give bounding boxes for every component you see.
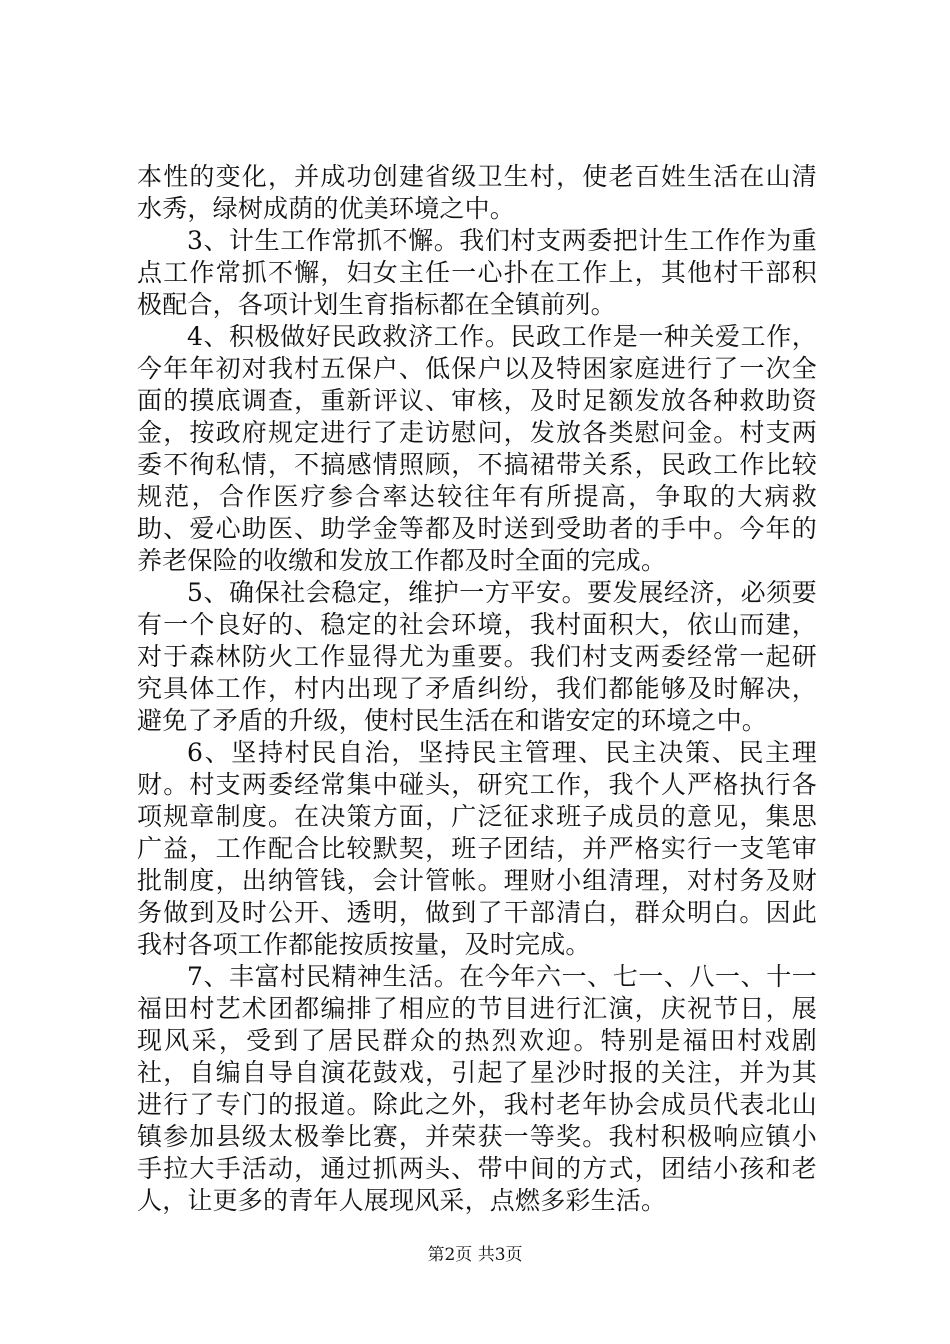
page-number-footer: 第2页 共3页 bbox=[427, 1245, 523, 1265]
paragraph-cultural-life: 7、丰富村民精神生活。在今年六一、七一、八一、十一福田村艺术团都编排了相应的节目进行汇演，庆祝节日，展现风采，受到了居民群众的热烈欢迎。特别是福田村戏剧社，自编自导自演花鼓戏，引起了星沙时报的关注，并为其进行了专门的报道。除此之外，我村老年协会成员代表北山镇参加县级太极拳比赛，并荣获一等奖。我村积极响应镇小手拉大手活动，通过抓两头、带中间的方式，团结小孩和老人，让更多的青年人展现风采，点燃多彩生活。 bbox=[137, 962, 817, 1215]
paragraph-social-stability: 5、确保社会稳定，维护一方平安。要发展经济，必须要有一个良好的、稳定的社会环境，我村面积大，依山而建，对于森林防火工作显得尤为重要。我们村支两委经常一起研究具体工作，村内出现了矛盾纠纷，我们都能够及时解决，避免了矛盾的升级，使村民生活在和谐安定的环境之中。 bbox=[137, 578, 817, 735]
paragraph-continuation: 本性的变化，并成功创建省级卫生村，使老百姓生活在山清水秀，绿树成荫的优美环境之中。 bbox=[137, 162, 817, 223]
document-body bbox=[137, 161, 817, 1217]
paragraph-family-planning: 3、计生工作常抓不懈。我们村支两委把计生工作作为重点工作常抓不懈，妇女主任一心扑在工作上，其他村干部积极配合，各项计划生育指标都在全镇前列。 bbox=[137, 226, 817, 319]
paragraph-civil-relief: 4、积极做好民政救济工作。民政工作是一种关爱工作，今年年初对我村五保户、低保户以及特困家庭进行了一次全面的摸底调查，重新评议、审核，及时足额发放各种救助资金，按政府规定进行了走访慰问，发放各类慰问金。村支两委不徇私情，不搞感情照顾，不搞裙带关系，民政工作比较规范，合作医疗参合率达较往年有所提高，争取的大病救助、爱心助医、助学金等都及时送到受助者的手中。今年的养老保险的收缴和发放工作都及时全面的完成。 bbox=[137, 322, 817, 575]
paragraph-village-autonomy: 6、坚持村民自治，坚持民主管理、民主决策、民主理财。村支两委经常集中碰头，研究工作，我个人严格执行各项规章制度。在决策方面，广泛征求班子成员的意见，集思广益，工作配合比较默契，班子团结，并严格实行一支笔审批制度，出纳管钱，会计管帐。理财小组清理，对村务及财务做到及时公开、透明，做到了干部清白，群众明白。因此我村各项工作都能按质按量，及时完成。 bbox=[137, 738, 817, 959]
